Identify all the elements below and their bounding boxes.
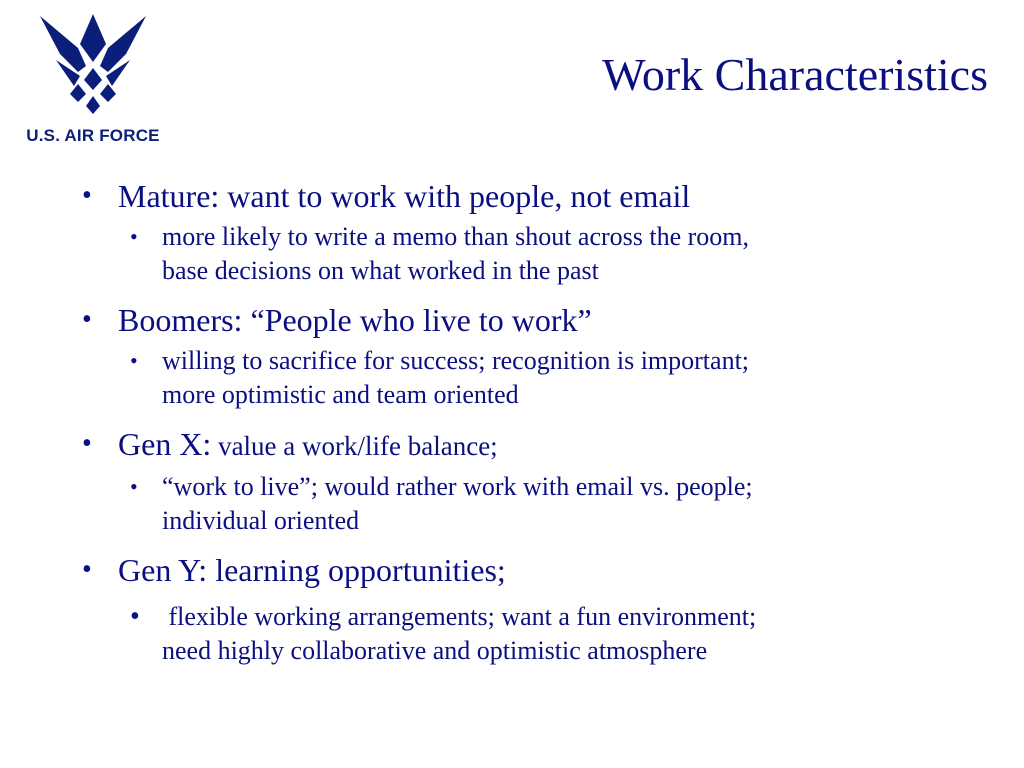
sub-bullet-line: base decisions on what worked in the past — [162, 256, 599, 285]
slide-body — [82, 176, 982, 680]
bullet-boomers — [82, 300, 982, 340]
bullet-gen-x — [82, 424, 982, 466]
sub-bullet-line: flexible working arrangements; want a fun environment; — [162, 602, 757, 631]
sub-bullet-line: willing to sacrifice for success; recognition is important; — [162, 346, 750, 375]
sub-bullet-line: need highly collaborative and optimistic atmosphere — [162, 636, 708, 665]
sub-bullet-line: individual oriented — [162, 506, 360, 535]
sub-bullet-gen-x — [82, 470, 982, 538]
sub-bullet-mature — [82, 220, 982, 288]
sub-bullet-marker: • — [130, 601, 140, 632]
sub-bullet-gen-y — [82, 600, 982, 668]
bullet-marker: • — [82, 180, 92, 211]
bullet-text: Mature: want to work with people, not email — [118, 178, 691, 214]
bullet-lead: Gen X: — [118, 426, 212, 462]
bullet-marker: • — [82, 428, 92, 459]
sub-bullet-line: “work to live”; would rather work with email vs. people; — [162, 472, 753, 501]
bullet-mature — [82, 176, 982, 216]
bullet-text: Boomers: “People who live to work” — [118, 302, 592, 338]
bullet-marker: • — [82, 554, 92, 585]
air-force-logo — [14, 14, 172, 144]
logo-wordmark: U.S. AIR FORCE — [26, 126, 160, 145]
sub-bullet-line: more likely to write a memo than shout across the room, — [162, 222, 750, 251]
sub-bullet-marker: • — [130, 224, 138, 249]
bullet-text: value a work/life balance; — [211, 431, 498, 461]
bullet-text: Gen Y: learning opportunities; — [118, 552, 506, 588]
sub-bullet-marker: • — [130, 348, 138, 373]
bullet-marker: • — [82, 304, 92, 335]
bullet-gen-y — [82, 550, 982, 590]
sub-bullet-boomers — [82, 344, 982, 412]
sub-bullet-marker: • — [130, 474, 138, 499]
sub-bullet-line: more optimistic and team oriented — [162, 380, 519, 409]
slide-title: Work Characteristics — [602, 49, 988, 100]
air-force-symbol-icon — [38, 14, 148, 114]
